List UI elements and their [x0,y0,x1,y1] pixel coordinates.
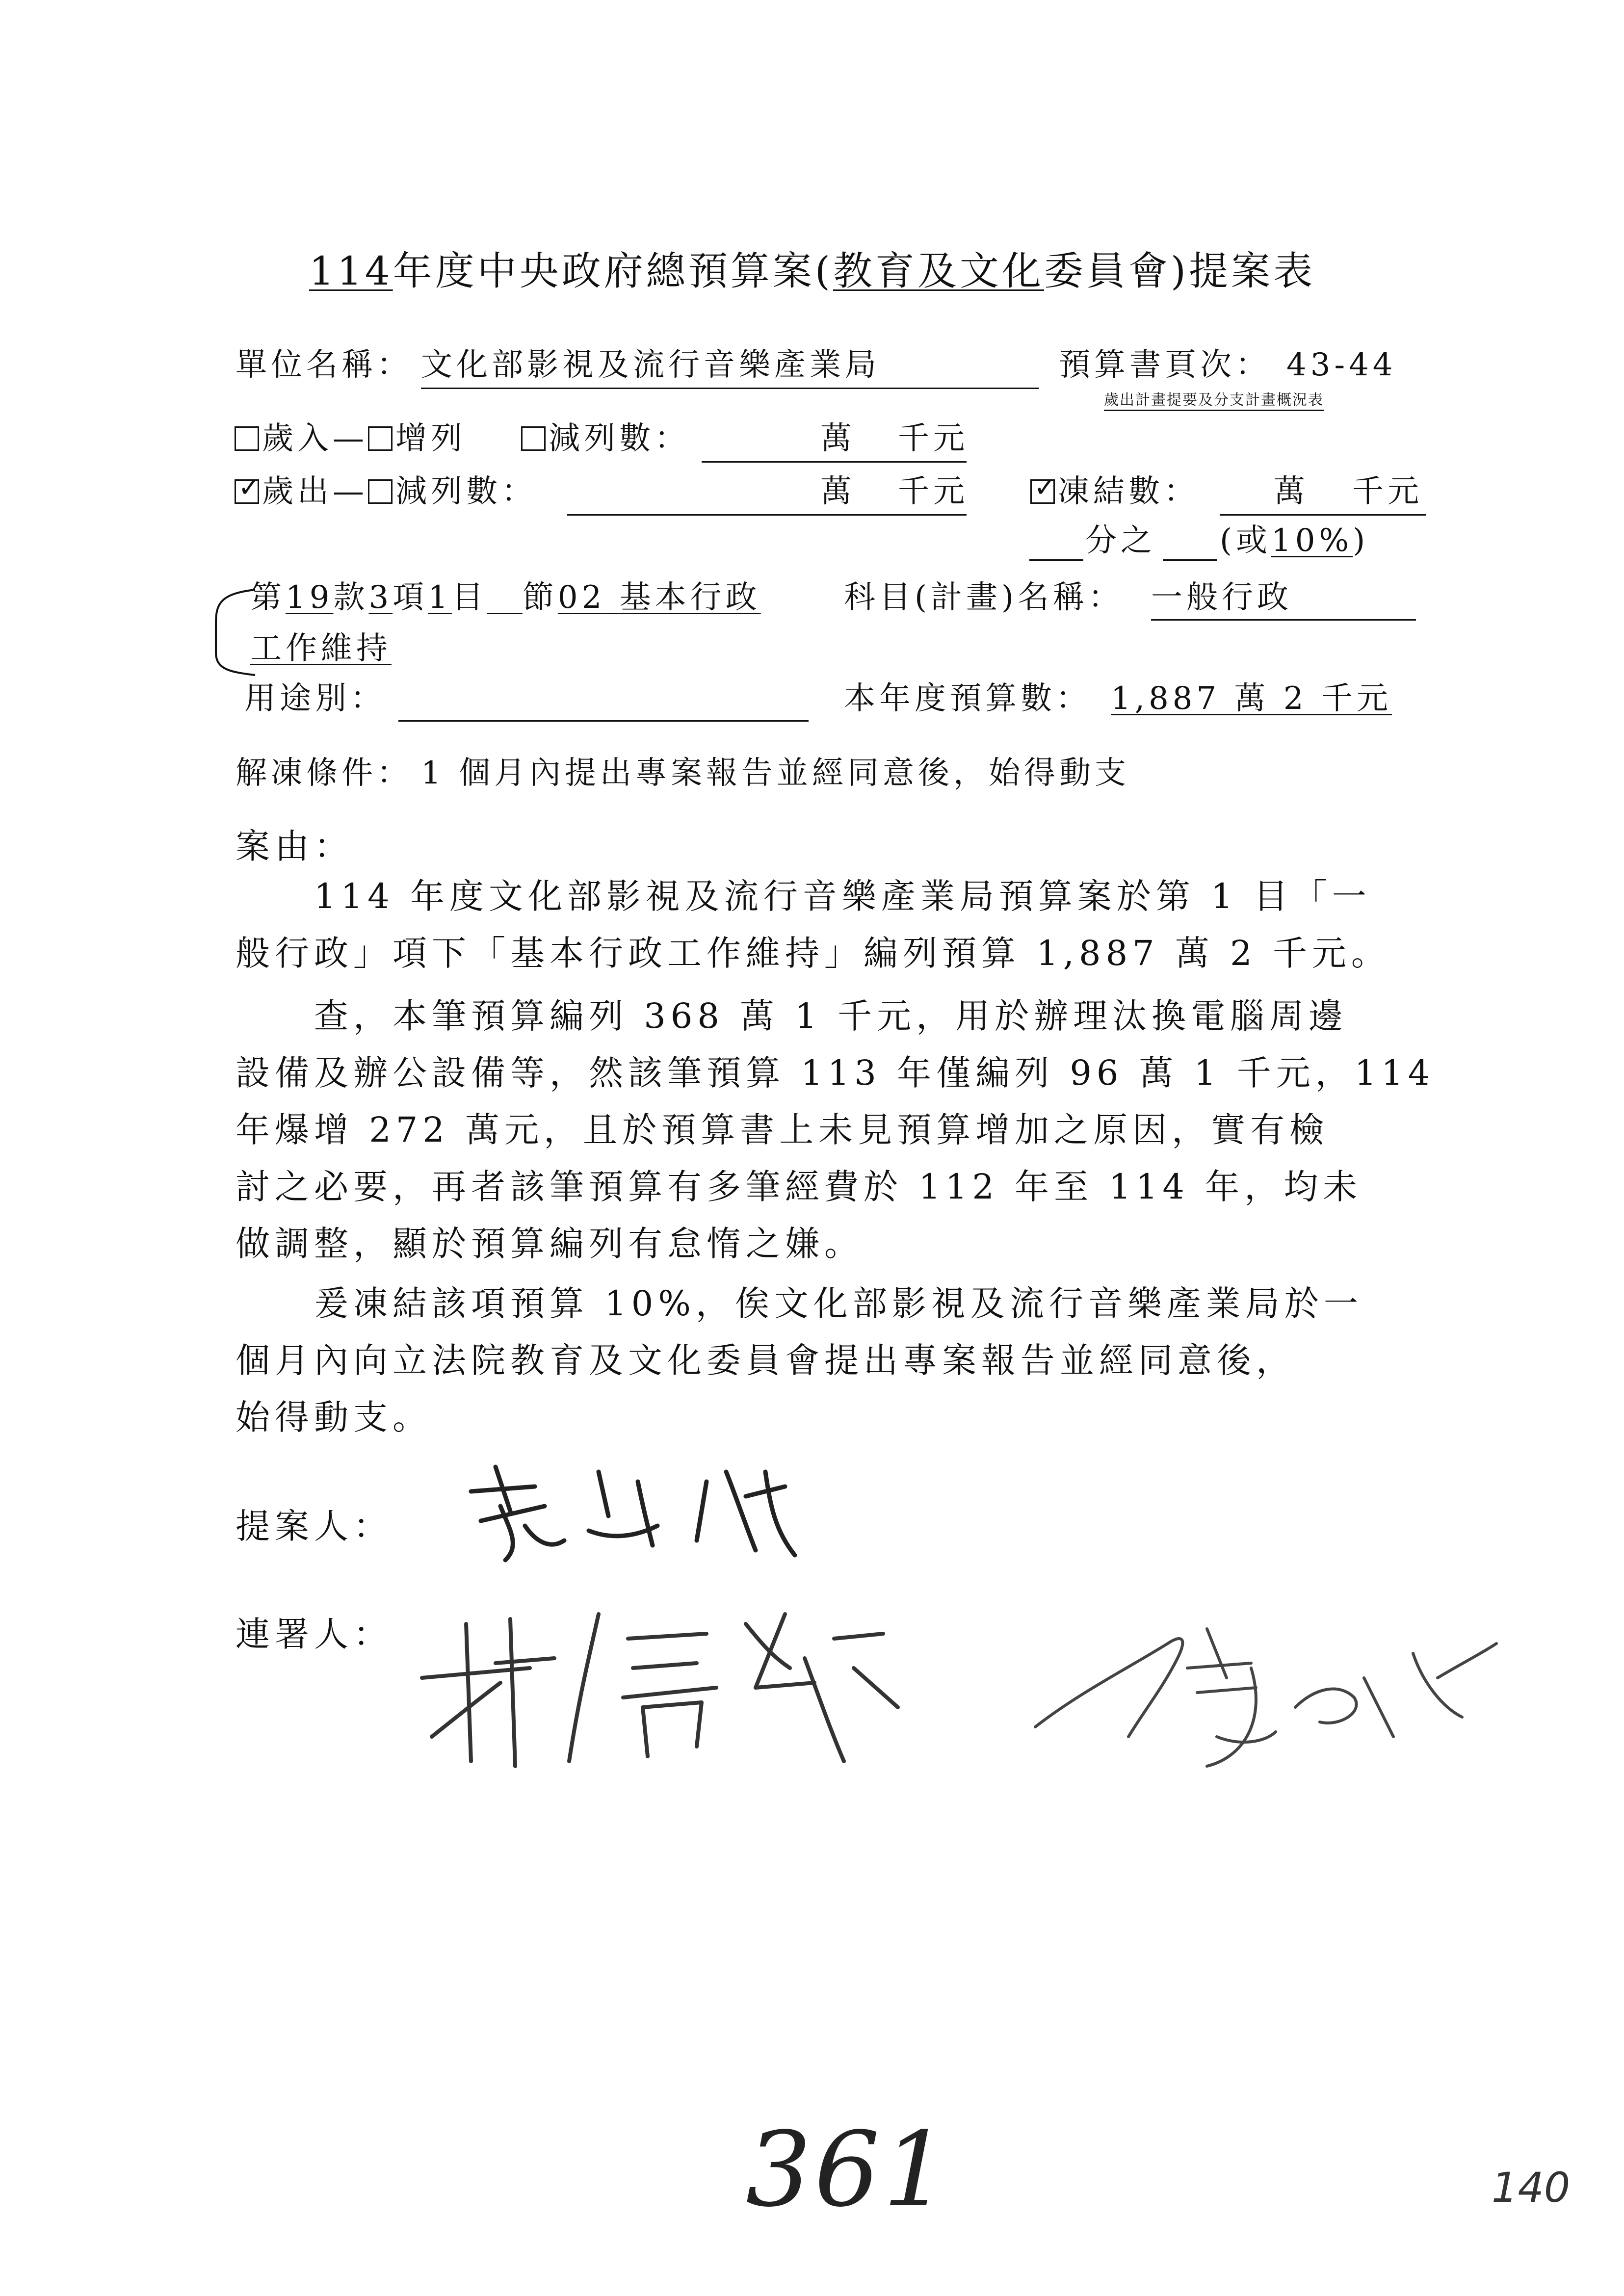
reason-line: 查，本筆預算編列 368 萬 1 千元，用於辦理汰換電腦周邊 [236,996,1348,1036]
condition-label: 解凍條件： [236,755,412,791]
fraction-numerator-blank [1163,559,1217,561]
title-part1: 年度中央政府總預算案( [393,248,833,294]
item-name-part2: 工作維持 [250,630,392,667]
cosigner-signature-1 [412,1599,913,1786]
usage-label: 用途別： [244,680,386,717]
reason-label: 案由： [236,826,353,866]
freeze-percent-prefix: (或 [1220,522,1271,559]
revenue-qian: 千元 [898,420,969,457]
budget-value: 1,887 萬 2 千元 [1111,680,1392,717]
revenue-reduce-underline [702,461,967,463]
page-number: 361 [746,2110,951,2230]
revenue-label: 歲入— [262,420,368,457]
page-ref-label: 預算書頁次： [1059,347,1271,383]
freeze-percent [1220,522,1369,559]
item-kuan: 19 [286,579,334,616]
expense-label: 歲出— [262,473,368,510]
subject-value: 一般行政 [1151,579,1292,616]
proposer-signature [451,1452,834,1580]
freeze-qian: 千元 [1352,473,1423,510]
expense-row [235,473,537,510]
title-part2: 委員會)提案表 [1044,248,1316,294]
reason-line: 年爆增 272 萬元，且於預算書上未見預算增加之原因，實有檢 [236,1110,1329,1150]
page-ref-value: 43-44 [1286,347,1397,383]
freeze-percent-value: 10% [1271,522,1353,559]
item-xiang: 3 [368,579,393,616]
expense-wan: 萬 [820,473,856,510]
revenue-reduce [521,420,690,457]
item-code: 02 [557,579,606,616]
subject-label: 科目(計畫)名稱： [844,579,1124,616]
expense-reduce-checkbox[interactable] [368,479,393,504]
page-title [309,239,1315,296]
reason-line: 做調整，顯於預算編列有怠惰之嫌。 [236,1224,864,1264]
item-name-part1: 基本行政 [619,579,761,616]
freeze-percent-suffix: ) [1353,522,1369,559]
title-committee: 教育及文化 [833,248,1044,294]
fraction-mid: 分之 [1085,522,1156,559]
expense-reduce-label: 減列數： [395,473,537,510]
revenue-row [235,420,466,457]
reason-line: 114 年度文化部影視及流行音樂產業局預算案於第 1 目「一 [236,876,1371,916]
condition-text: 1 個月內提出專案報告並經同意後，始得動支 [421,755,1130,791]
fraction-denominator-blank [1029,559,1083,561]
reason-line: 爰凍結該項預算 10%，俟文化部影視及流行音樂產業局於一 [236,1283,1363,1324]
unit-label: 單位名稱： [236,347,412,383]
item-bracket [201,584,260,682]
expense-checkbox[interactable] [235,479,259,504]
freeze-underline [1220,514,1426,516]
item-row: 第19款3項1目 節02 基本行政 [250,579,761,616]
expense-reduce-underline [567,514,967,516]
revenue-checkbox[interactable] [235,426,259,451]
reason-line: 個月內向立法院教育及文化委員會提出專案報告並經同意後， [236,1340,1295,1381]
expense-qian: 千元 [898,473,969,510]
revenue-reduce-label: 減列數： [549,420,690,457]
revenue-wan: 萬 [820,420,856,457]
usage-underline [398,720,809,722]
page-ref-note: 歲出計畫提要及分支計畫概況表 [1104,391,1324,409]
reason-line: 討之必要，再者該筆預算有多筆經費於 112 年至 114 年，均未 [236,1167,1362,1207]
freeze-row [1030,473,1199,510]
proposer-label: 提案人： [236,1506,393,1546]
freeze-checkbox[interactable] [1030,479,1055,504]
unit-underline [421,388,1039,389]
freeze-label: 凍結數： [1058,473,1199,510]
subject-underline [1151,619,1416,621]
reason-line: 始得動支。 [236,1397,432,1437]
freeze-wan: 萬 [1274,473,1309,510]
title-year: 114 [309,248,393,294]
reason-line: 設備及辦公設備等，然該筆預算 113 年僅編列 96 萬 1 千元，114 [236,1053,1435,1093]
sheet-number: 140 [1492,2164,1571,2212]
revenue-add-label: 增列 [395,420,466,457]
reason-line: 般行政」項下「基本行政工作維持」編列預算 1,887 萬 2 千元。 [236,933,1390,973]
item-mu: 1 [428,579,452,616]
revenue-reduce-checkbox[interactable] [521,426,546,451]
unit-value: 文化部影視及流行音樂產業局 [421,347,880,383]
cosigner-signature-2 [1021,1609,1501,1796]
revenue-add-checkbox[interactable] [368,426,393,451]
budget-label: 本年度預算數： [844,680,1091,717]
cosigner-label: 連署人： [236,1614,393,1654]
